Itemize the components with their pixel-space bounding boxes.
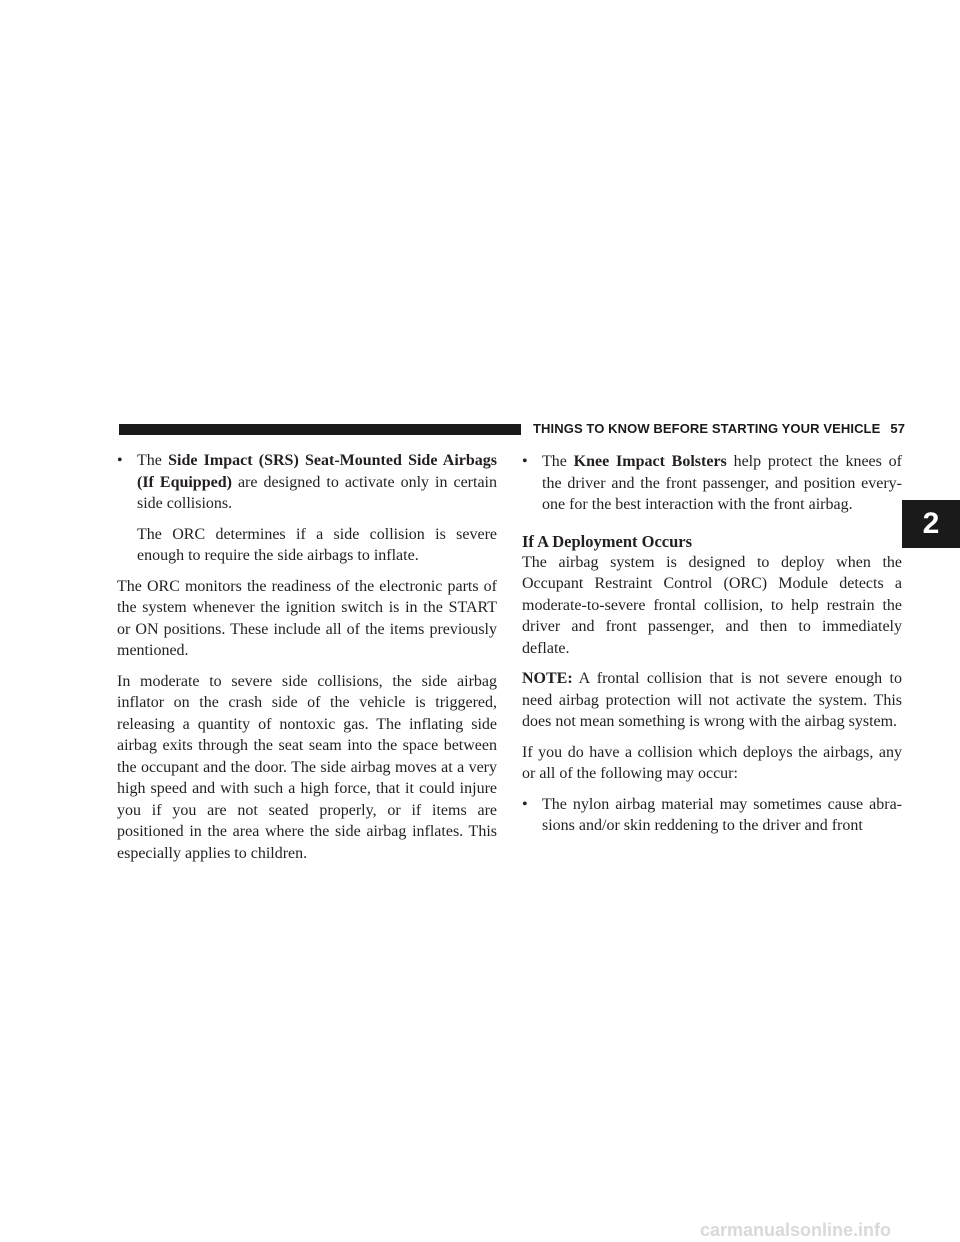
bullet-text-post: help protect the knees of the driver and the front passenger, and position every-one for the best interaction with the front airbag. bbox=[542, 453, 902, 513]
section-title: THINGS TO KNOW BEFORE STARTING YOUR VEHICLE bbox=[533, 421, 881, 436]
header-rule bbox=[119, 424, 521, 435]
paragraph-side-collisions: In moderate to severe side collisions, the side airbag inflator on the crash side of the vehicle is triggered, releasing a quantity of nontoxic gas. The inflating side airbag exits through the seat seam into the space between the occupant and the door. The side airbag moves at a very high speed and with such a high force, that it could injure you if you are not seated properly, or if items are positioned in the area where the side airbag inflates. This especially applies to children. bbox=[117, 672, 497, 862]
bullet-text-pre: The bbox=[137, 452, 169, 469]
bullet-continuation: The ORC determines if a side collision is severe enough to require the side airbags to inflate. bbox=[137, 525, 497, 564]
paragraph-orc-monitors: The ORC monitors the readiness of the electronic parts of the system whenever the ignition switch is in the START or ON positions. These include all of the items previously mentioned. bbox=[117, 577, 497, 659]
paragraph-collision: If you do have a collision which deploys the airbags, any or all of the following may occur: bbox=[522, 743, 902, 782]
paragraph-deploy: The airbag system is designed to deploy when the Occupant Restraint Control (ORC) Module detects a moderate-to-severe frontal collision, to help restrain the driver and front passenger, and then to immediately deflate. bbox=[522, 553, 902, 657]
bullet-nylon bbox=[522, 794, 902, 837]
bullet-marker: • bbox=[522, 453, 528, 470]
bullet-marker: • bbox=[522, 795, 528, 813]
bullet-knee-bolsters bbox=[522, 451, 902, 516]
chapter-tab: 2 bbox=[902, 500, 960, 548]
section-heading: If A Deployment Occurs bbox=[522, 531, 693, 551]
note-paragraph bbox=[522, 668, 902, 733]
watermark: carmanualsonline.info bbox=[700, 1220, 892, 1240]
bullet-bold-term: Knee Impact Bolsters bbox=[573, 453, 727, 470]
right-column bbox=[522, 451, 902, 837]
page-number: 57 bbox=[890, 421, 906, 436]
note-text: A frontal collision that is not severe enough to need airbag protection will not activate the system. This does not mean something is wrong with the airbag system. bbox=[522, 670, 902, 730]
bullet-side-airbags bbox=[117, 450, 497, 515]
bullet-bold-term: Side Impact (SRS) Seat-Mounted Side Airbags (If Equipped) bbox=[137, 452, 497, 491]
note-label: NOTE: bbox=[522, 670, 573, 687]
left-column bbox=[117, 450, 497, 864]
bullet-text-pre: The bbox=[542, 453, 574, 470]
bullet-text-post: are designed to activate only in certain side collisions. bbox=[137, 473, 497, 512]
bullet-marker: • bbox=[117, 452, 123, 469]
running-header bbox=[533, 421, 905, 436]
bullet-text: The nylon airbag material may sometimes cause abra-sions and/or skin reddening to the driver and front bbox=[542, 795, 902, 834]
